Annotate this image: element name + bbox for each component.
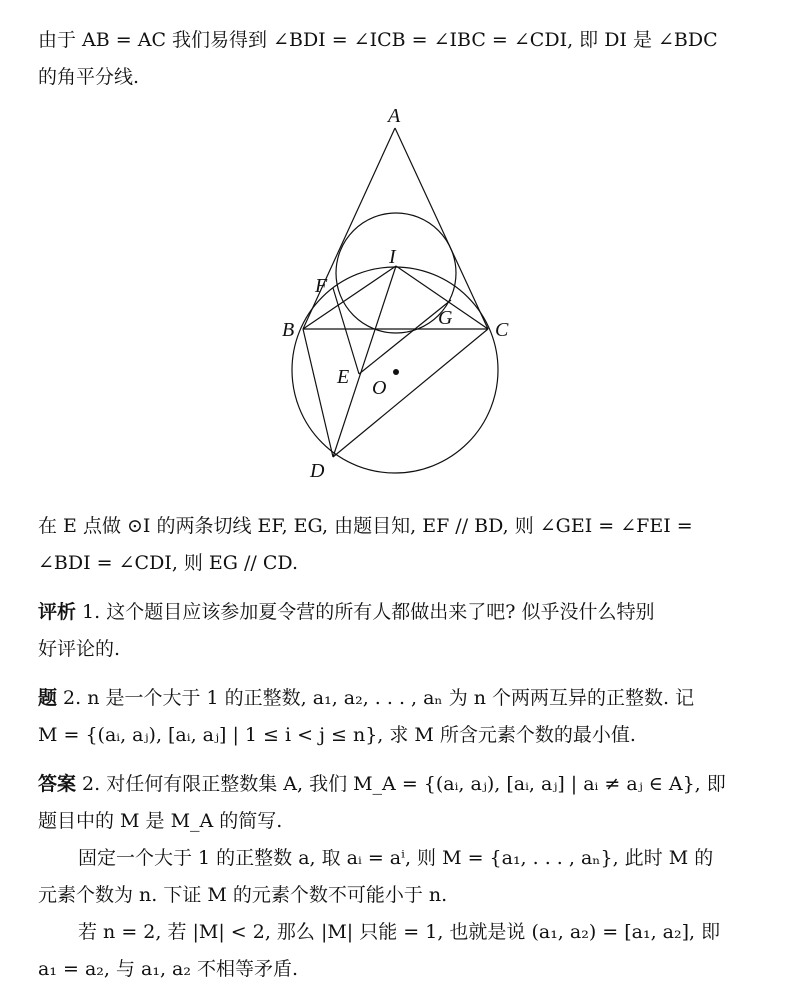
label-a: A [388, 105, 401, 127]
label-g: G [438, 307, 453, 329]
answer-paragraph [38, 766, 754, 988]
label-f: F [315, 275, 328, 297]
intro-paragraph [38, 22, 754, 96]
intro-line-2: 的角平分线. [38, 66, 140, 88]
answer-line-4: 元素个数为 n. 下证 M 的元素个数不可能小于 n. [38, 884, 448, 906]
answer-lead: 答案 [38, 773, 77, 795]
intro-line-1: 由于 AB = AC 我们易得到 ∠BDI = ∠ICB = ∠IBC = ∠CDI, 即 DI 是 ∠BDC [38, 29, 718, 51]
answer-line-5: 若 n = 2, 若 |M| < 2, 那么 |M| 只能 = 1, 也就是说 (a₁, a₂) = [a₁, a₂], 即 [78, 921, 721, 943]
comment-paragraph [38, 594, 754, 668]
label-d: D [310, 460, 325, 482]
answer-line-6: a₁ = a₂, 与 a₁, a₂ 不相等矛盾. [38, 958, 299, 980]
comment-line-1: 1. 这个题目应该参加夏令营的所有人都做出来了吧? 似乎没什么特别 [76, 601, 655, 623]
tangent-paragraph [38, 508, 754, 582]
problem-paragraph [38, 680, 754, 754]
segment-ef [333, 288, 359, 374]
answer-line-1: 2. 对任何有限正整数集 A, 我们 M_A = {(aᵢ, aⱼ), [aᵢ, aⱼ] | aᵢ ≠ aⱼ ∈ A}, 即 [76, 773, 726, 795]
problem-lead: 题 [38, 687, 58, 709]
label-o: O [372, 377, 387, 399]
segment-di [333, 266, 396, 457]
segment-ab [303, 128, 395, 329]
segment-ac [395, 128, 488, 329]
segment-cd [333, 329, 488, 457]
problem-line-2: M = {(aᵢ, aⱼ), [aᵢ, aⱼ] | 1 ≤ i < j ≤ n}, 求 M 所含元素个数的最小值. [38, 724, 636, 746]
problem-line-1: 2. n 是一个大于 1 的正整数, a₁, a₂, . . . , aₙ 为 n 个两两互异的正整数. 记 [57, 687, 695, 709]
geometry-figure [0, 100, 794, 490]
center-o-dot [393, 369, 399, 375]
label-e: E [337, 366, 350, 388]
answer-line-3: 固定一个大于 1 的正整数 a, 取 aᵢ = aⁱ, 则 M = {a₁, . . . , aₙ}, 此时 M 的 [78, 847, 714, 869]
label-b: B [282, 319, 295, 341]
tangent-line-2: ∠BDI = ∠CDI, 则 EG // CD. [38, 552, 298, 574]
tangent-line-1: 在 E 点做 ⊙I 的两条切线 EF, EG, 由题目知, EF // BD, 则 ∠GEI = ∠FEI = [38, 515, 693, 537]
label-i: I [389, 246, 396, 268]
comment-line-2: 好评论的. [38, 638, 121, 660]
label-c: C [495, 319, 509, 341]
comment-lead: 评析 [38, 601, 77, 623]
answer-line-2: 题目中的 M 是 M_A 的简写. [38, 810, 283, 832]
